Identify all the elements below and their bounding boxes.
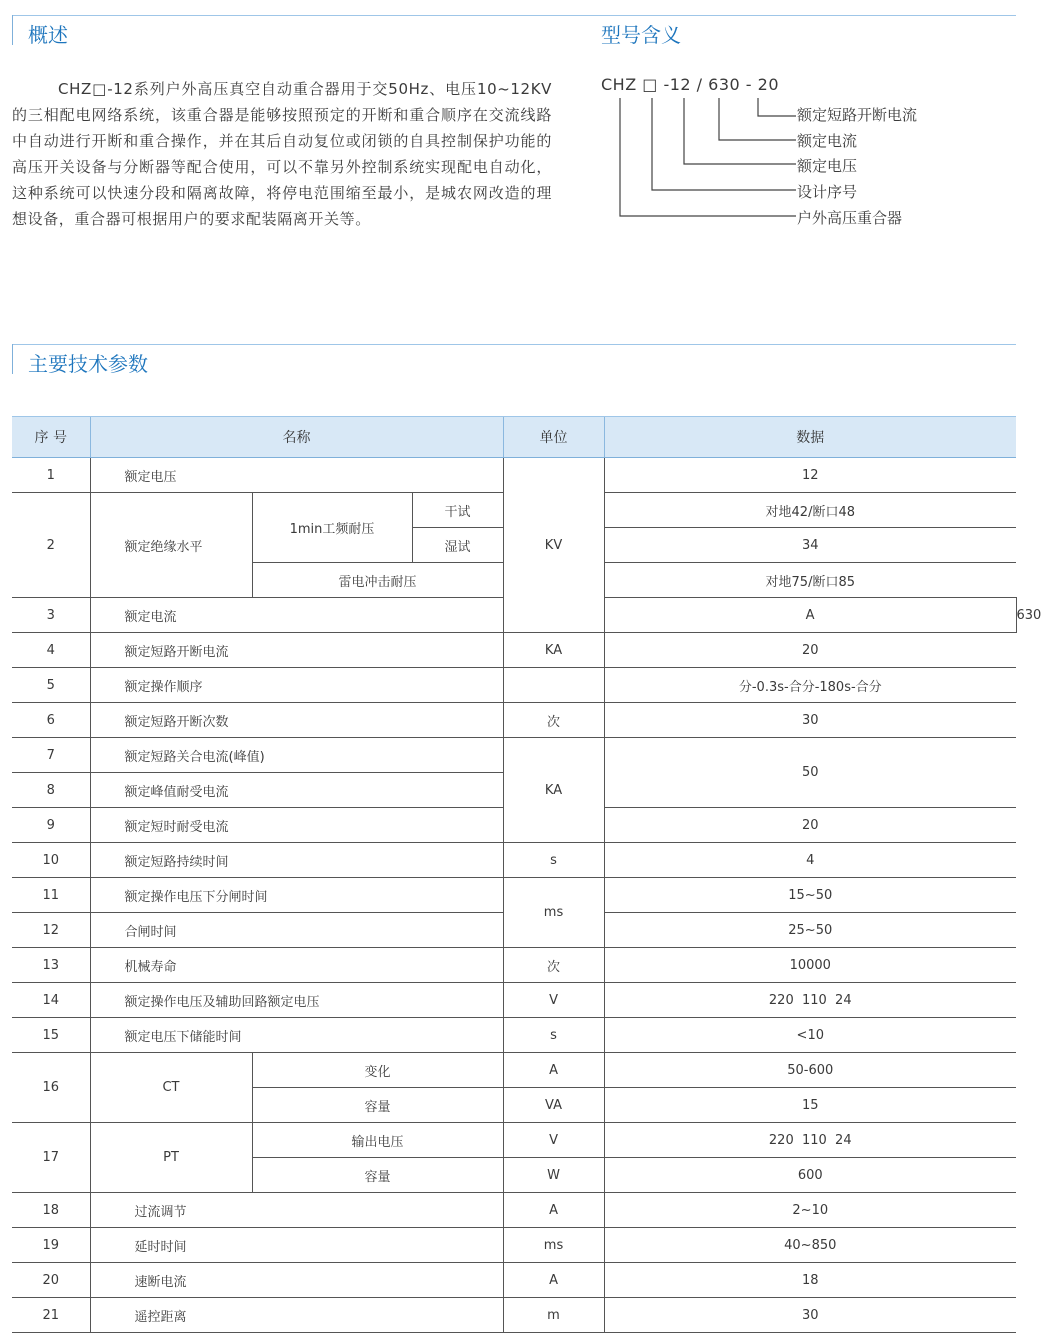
table-row: 3 额定电流 A 630 bbox=[12, 598, 1016, 633]
cell-value: 50-600 bbox=[604, 1053, 1016, 1088]
table-row bbox=[12, 1298, 1016, 1333]
cell-unit: s bbox=[503, 1018, 604, 1053]
cell-sub-capacity: 容量 bbox=[252, 1088, 503, 1123]
model-code: CHZ □ -12 / 630 - 20 bbox=[601, 75, 779, 94]
cell-sub-power-frequency: 1min工频耐压 bbox=[252, 493, 412, 563]
model-label-recloser-type: 户外高压重合器 bbox=[797, 209, 903, 227]
cell-name: 额定短路开断次数 bbox=[90, 703, 503, 738]
bracket-line-1 bbox=[758, 98, 796, 116]
cell-name: 额定绝缘水平 bbox=[90, 493, 252, 598]
model-bracket-lines bbox=[600, 94, 800, 224]
cell-value: 20 bbox=[604, 633, 1016, 668]
cell-value: 分-0.3s-合分-180s-合分 bbox=[604, 668, 1016, 703]
cell-unit bbox=[503, 668, 604, 703]
cell-no: 13 bbox=[12, 948, 90, 983]
cell-no: 20 bbox=[12, 1263, 90, 1298]
cell-unit: A bbox=[604, 598, 1016, 633]
cell-no: 16 bbox=[12, 1053, 90, 1123]
table-row bbox=[12, 1263, 1016, 1298]
table-row bbox=[12, 1123, 1016, 1158]
cell-value: 220 110 24 bbox=[604, 983, 1016, 1018]
cell-value: 12 bbox=[604, 458, 1016, 493]
cell-value: 4 bbox=[604, 843, 1016, 878]
cell-value: <10 bbox=[604, 1018, 1016, 1053]
bracket-line-4 bbox=[652, 98, 796, 190]
table-row bbox=[12, 843, 1016, 878]
table-row bbox=[12, 668, 1016, 703]
cell-name: 额定短路持续时间 bbox=[90, 843, 503, 878]
table-row bbox=[12, 1193, 1016, 1228]
cell-value: 15~50 bbox=[604, 878, 1016, 913]
cell-unit: KA bbox=[503, 738, 604, 843]
cell-no: 5 bbox=[12, 668, 90, 703]
cell-value: 18 bbox=[604, 1263, 1016, 1298]
cell-no: 2 bbox=[12, 493, 90, 598]
cell-no: 8 bbox=[12, 773, 90, 808]
model-label-rated-current: 额定电流 bbox=[797, 132, 858, 150]
cell-name: 速断电流 bbox=[90, 1263, 503, 1298]
cell-value: 50 bbox=[604, 738, 1016, 808]
cell-value: 40~850 bbox=[604, 1228, 1016, 1263]
cell-name: 额定峰值耐受电流 bbox=[90, 773, 503, 808]
header-value: 数据 bbox=[604, 417, 1016, 458]
cell-name: 过流调节 bbox=[90, 1193, 503, 1228]
cell-value: 600 bbox=[604, 1158, 1016, 1193]
cell-no: 19 bbox=[12, 1228, 90, 1263]
table-row bbox=[12, 983, 1016, 1018]
cell-value: 30 bbox=[604, 1298, 1016, 1333]
cell-value: 30 bbox=[604, 703, 1016, 738]
cell-unit: A bbox=[503, 1053, 604, 1088]
cell-name: 遥控距离 bbox=[90, 1298, 503, 1333]
cell-unit: s bbox=[503, 843, 604, 878]
cell-unit: 次 bbox=[503, 948, 604, 983]
cell-unit: VA bbox=[503, 1088, 604, 1123]
cell-no: 18 bbox=[12, 1193, 90, 1228]
cell-no: 12 bbox=[12, 913, 90, 948]
cell-name: 延时时间 bbox=[90, 1228, 503, 1263]
header-no: 序 号 bbox=[12, 417, 90, 458]
cell-no: 21 bbox=[12, 1298, 90, 1333]
cell-name: 额定短路关合电流(峰值) bbox=[90, 738, 503, 773]
cell-no: 11 bbox=[12, 878, 90, 913]
header-unit: 单位 bbox=[503, 417, 604, 458]
cell-unit: ms bbox=[503, 1228, 604, 1263]
table-row bbox=[12, 738, 1016, 773]
cell-name: 额定短路开断电流 bbox=[90, 633, 503, 668]
cell-value: 2~10 bbox=[604, 1193, 1016, 1228]
cell-value: 对地42/断口48 bbox=[604, 493, 1016, 528]
cell-no: 9 bbox=[12, 808, 90, 843]
cell-unit: V bbox=[503, 1123, 604, 1158]
cell-name: 额定电压 bbox=[90, 458, 503, 493]
cell-sub-ratio: 变化 bbox=[252, 1053, 503, 1088]
cell-value: 220 110 24 bbox=[604, 1123, 1016, 1158]
table-row bbox=[12, 878, 1016, 913]
cell-name: 额定电压下储能时间 bbox=[90, 1018, 503, 1053]
cell-unit: m bbox=[503, 1298, 604, 1333]
cell-name: PT bbox=[90, 1123, 252, 1193]
cell-no: 1 bbox=[12, 458, 90, 493]
table-row bbox=[12, 1228, 1016, 1263]
cell-name: 额定电流 bbox=[90, 598, 503, 633]
cell-name: 额定短时耐受电流 bbox=[90, 808, 503, 843]
cell-no: 3 bbox=[12, 598, 90, 633]
cell-name: 合闸时间 bbox=[90, 913, 503, 948]
cell-name: 额定操作电压及辅助回路额定电压 bbox=[90, 983, 503, 1018]
model-label-design-serial: 设计序号 bbox=[797, 183, 858, 201]
model-label-breaking-current: 额定短路开断电流 bbox=[797, 106, 918, 124]
cell-no: 17 bbox=[12, 1123, 90, 1193]
cell-no: 14 bbox=[12, 983, 90, 1018]
cell-value: 20 bbox=[604, 808, 1016, 843]
bracket-line-3 bbox=[684, 98, 796, 164]
cell-unit: 次 bbox=[503, 703, 604, 738]
table-row bbox=[12, 703, 1016, 738]
params-header-marker bbox=[12, 344, 13, 374]
cell-name: 机械寿命 bbox=[90, 948, 503, 983]
cell-sub-output-voltage: 输出电压 bbox=[252, 1123, 503, 1158]
cell-unit: W bbox=[503, 1158, 604, 1193]
cell-unit: ms bbox=[503, 878, 604, 948]
table-row bbox=[12, 1053, 1016, 1088]
cell-sub-wet: 湿试 bbox=[412, 528, 503, 563]
table-row bbox=[12, 948, 1016, 983]
model-meaning-title: 型号含义 bbox=[601, 23, 681, 47]
cell-unit: V bbox=[503, 983, 604, 1018]
cell-unit: KV bbox=[503, 458, 604, 633]
cell-value: 34 bbox=[604, 528, 1016, 563]
cell-no: 15 bbox=[12, 1018, 90, 1053]
cell-name: 额定操作顺序 bbox=[90, 668, 503, 703]
cell-value: 对地75/断口85 bbox=[604, 563, 1016, 598]
table-row bbox=[12, 633, 1016, 668]
cell-no: 4 bbox=[12, 633, 90, 668]
cell-name: CT bbox=[90, 1053, 252, 1123]
overview-paragraph: CHZ□-12系列户外高压真空自动重合器用于交50Hz、电压10~12KV的三相配电网络系统，该重合器是能够按照预定的开断和重合顺序在交流线路中自动进行开断和重合操作，并在其后自动复位或闭锁的自具控制保护功能的高压开关设备与分断器等配合使用，可以不靠另外控制系统实现配电自动化，这种系统可以快速分段和隔离故障，将停电范围缩至最小，是城农网改造的理想设备，重合器可根据用户的要求配装隔离开关等。 bbox=[12, 80, 552, 228]
table-header-row bbox=[12, 417, 1016, 458]
cell-unit: A bbox=[503, 1193, 604, 1228]
cell-unit: KA bbox=[503, 633, 604, 668]
cell-no: 6 bbox=[12, 703, 90, 738]
cell-value: 25~50 bbox=[604, 913, 1016, 948]
header-name: 名称 bbox=[90, 417, 503, 458]
cell-value: 15 bbox=[604, 1088, 1016, 1123]
cell-sub-lightning: 雷电冲击耐压 bbox=[252, 563, 503, 598]
cell-unit: A bbox=[503, 1263, 604, 1298]
params-table bbox=[12, 416, 1041, 1333]
table-row bbox=[12, 458, 1016, 493]
cell-name: 额定操作电压下分闸时间 bbox=[90, 878, 503, 913]
cell-sub-capacity: 容量 bbox=[252, 1158, 503, 1193]
params-title: 主要技术参数 bbox=[28, 352, 148, 376]
cell-no: 7 bbox=[12, 738, 90, 773]
overview-header-marker bbox=[12, 15, 13, 45]
model-label-rated-voltage: 额定电压 bbox=[797, 157, 858, 175]
params-header-line bbox=[12, 344, 1016, 345]
cell-value: 10000 bbox=[604, 948, 1016, 983]
table-row bbox=[12, 1018, 1016, 1053]
cell-sub-dry: 干试 bbox=[412, 493, 503, 528]
cell-no: 10 bbox=[12, 843, 90, 878]
overview-header-line bbox=[12, 15, 1016, 16]
overview-title: 概述 bbox=[28, 23, 68, 47]
